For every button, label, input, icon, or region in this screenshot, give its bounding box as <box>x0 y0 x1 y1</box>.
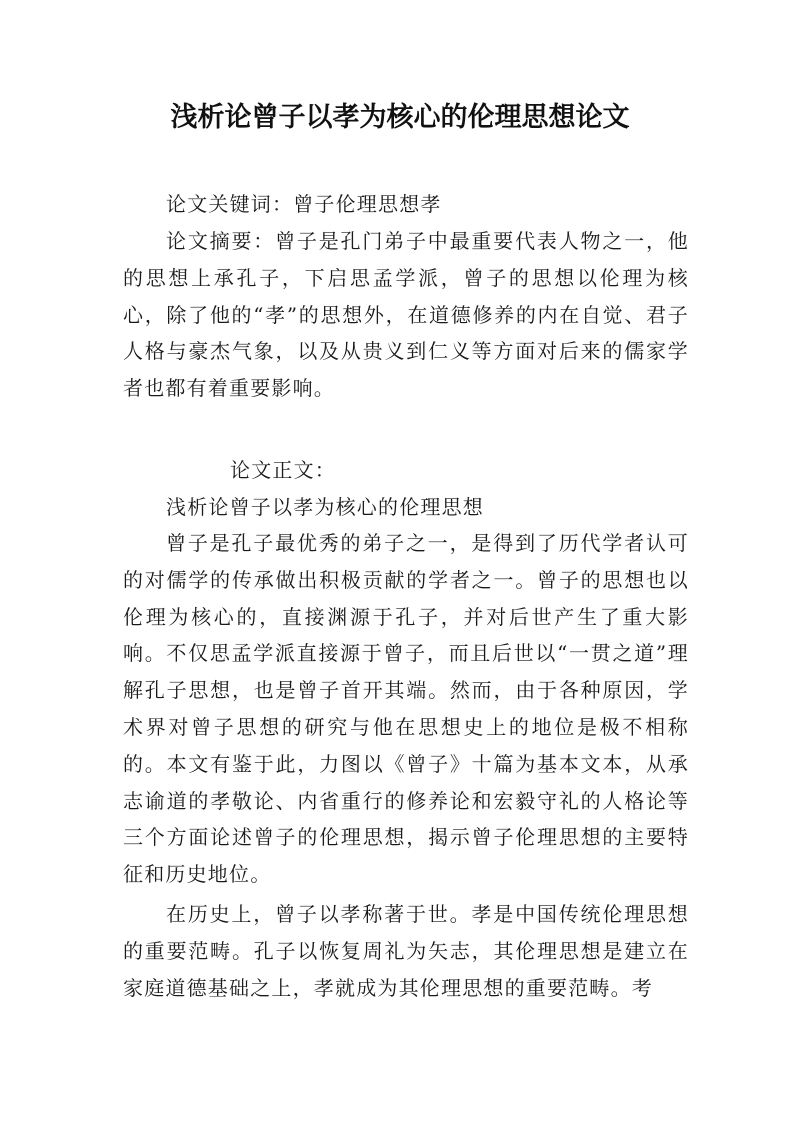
document-title: 浅析论曾子以孝为核心的伦理思想论文 <box>170 102 630 133</box>
body-paragraph-2: 在历史上，曾子以孝称著于世。孝是中国传统伦理思想的重要范畴。孔子以恢复周礼为矢志，其伦理思想是建立在家庭道德基础之上，孝就成为其伦理思想的重要范畴。考 <box>123 902 689 1000</box>
section-subtitle: 浅析论曾子以孝为核心的伦理思想 <box>166 495 484 519</box>
body-heading: 论文正文： <box>230 458 336 482</box>
abstract-paragraph: 论文摘要：曾子是孔门弟子中最重要代表人物之一，他的思想上承孔子，下启思孟学派，曾子的思想以伦理为核心，除了他的“孝”的思想外，在道德修养的内在自觉、君子人格与豪杰气象，以及从贵义到仁义等方面对后来的儒家学者也都有着重要影响。 <box>123 229 689 401</box>
keywords-line: 论文关键词：曾子伦理思想孝 <box>166 192 442 216</box>
body-paragraph-1: 曾子是孔子最优秀的弟子之一，是得到了历代学者认可的对儒学的传承做出积极贡献的学者之一。曾子的思想也以伦理为核心的，直接渊源于孔子，并对后世产生了重大影响。不仅思孟学派直接源于曾子，而且后世以“一贯之道”理解孔子思想，也是曾子首开其端。然而，由于各种原因，学术界对曾子思想的研究与他在思想史上的地位是极不相称的。本文有鉴于此，力图以《曾子》十篇为基本文本，从承志谕道的孝敬论、内省重行的修养论和宏毅守礼的人格论等三个方面论述曾子的伦理思想，揭示曾子伦理思想的主要特征和历史地位。 <box>123 531 689 887</box>
